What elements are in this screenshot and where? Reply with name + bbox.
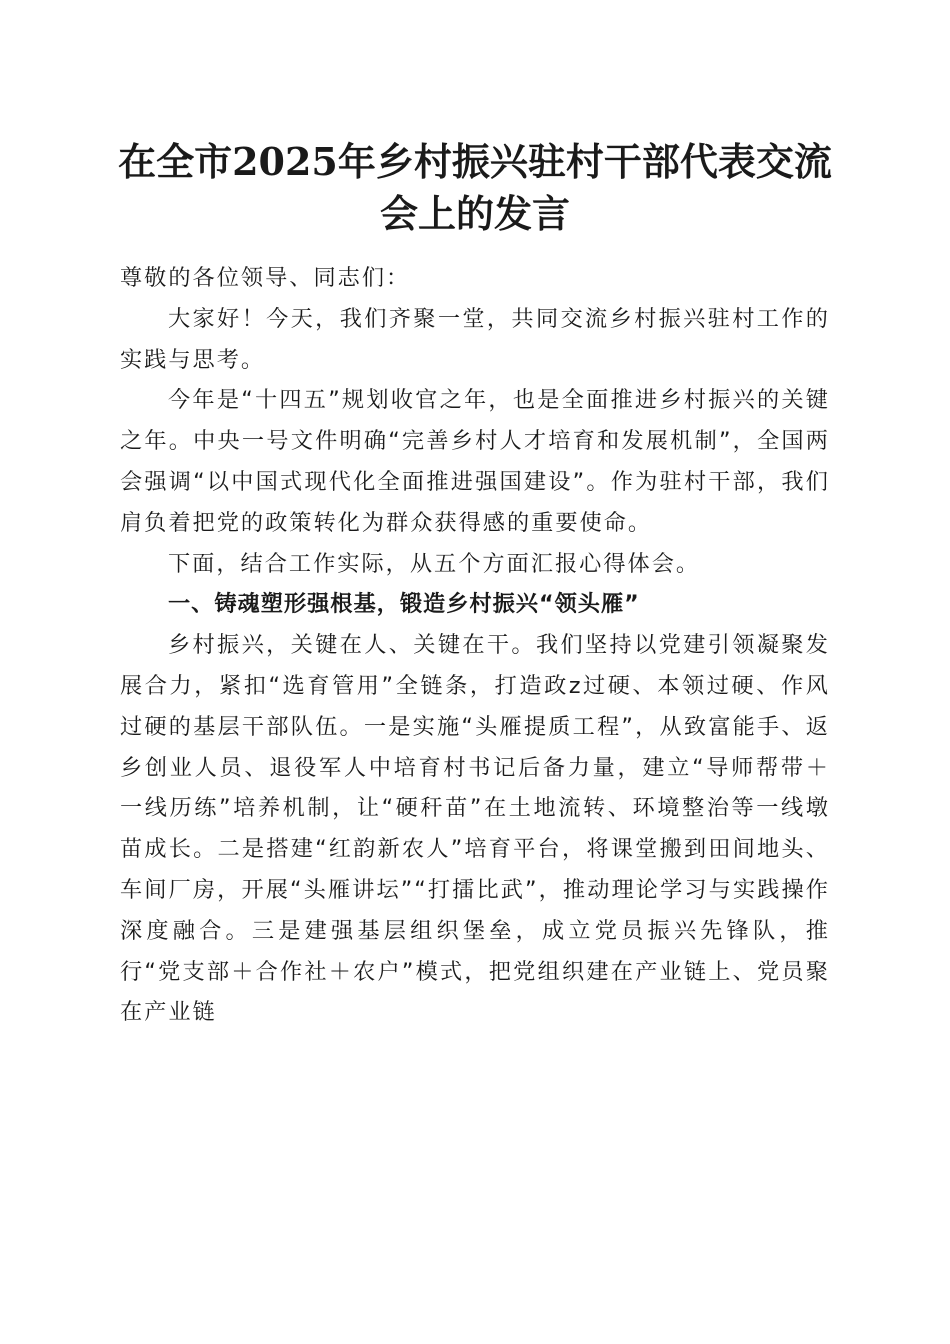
paragraph-outline: 下面，结合工作实际，从五个方面汇报心得体会。 [168, 550, 701, 577]
section-1-paragraph: 乡村振兴，关键在人、关键在干。我们坚持以党建引领凝聚发展合力，紧扣“选育管用”全链条，打造政z过硬、本领过硬、作风过硬的基层干部队伍。一是实施“头雁提质工程”，从致富能手、返乡创业人员、退役军人中培育村书记后备力量，建立“导师帮带＋一线历练”培养机制，让“硬秆苗”在土地流转、环境整治等一线墩苗成长。二是搭建“红韵新农人”培育平台，将课堂搬到田间地头、车间厂房，开展“头雁讲坛”“打擂比武”，推动理论学习与实践操作深度融合。三是建强基层组织堡垒，成立党员振兴先锋队，推行“党支部＋合作社＋农户”模式，把党组织建在产业链上、党员聚在产业链 [120, 632, 830, 1026]
paragraph-greeting: 大家好！今天，我们齐聚一堂，共同交流乡村振兴驻村工作的实践与思考。 [120, 305, 830, 373]
salutation: 尊敬的各位领导、同志们： [120, 265, 411, 291]
document-title: 在全市2025年乡村振兴驻村干部代表交流会上的发言 [118, 139, 832, 236]
section-1-heading: 一、铸魂塑形强根基，锻造乡村振兴“领头雁” [168, 591, 640, 618]
paragraph-background: 今年是“十四五”规划收官之年，也是全面推进乡村振兴的关键之年。中央一号文件明确“完善乡村人才培育和发展机制”，全国两会强调“以中国式现代化全面推进强国建设”。作为驻村干部，我们肩负着把党的政策转化为群众获得感的重要使命。 [120, 387, 830, 536]
document-body [120, 258, 830, 1033]
